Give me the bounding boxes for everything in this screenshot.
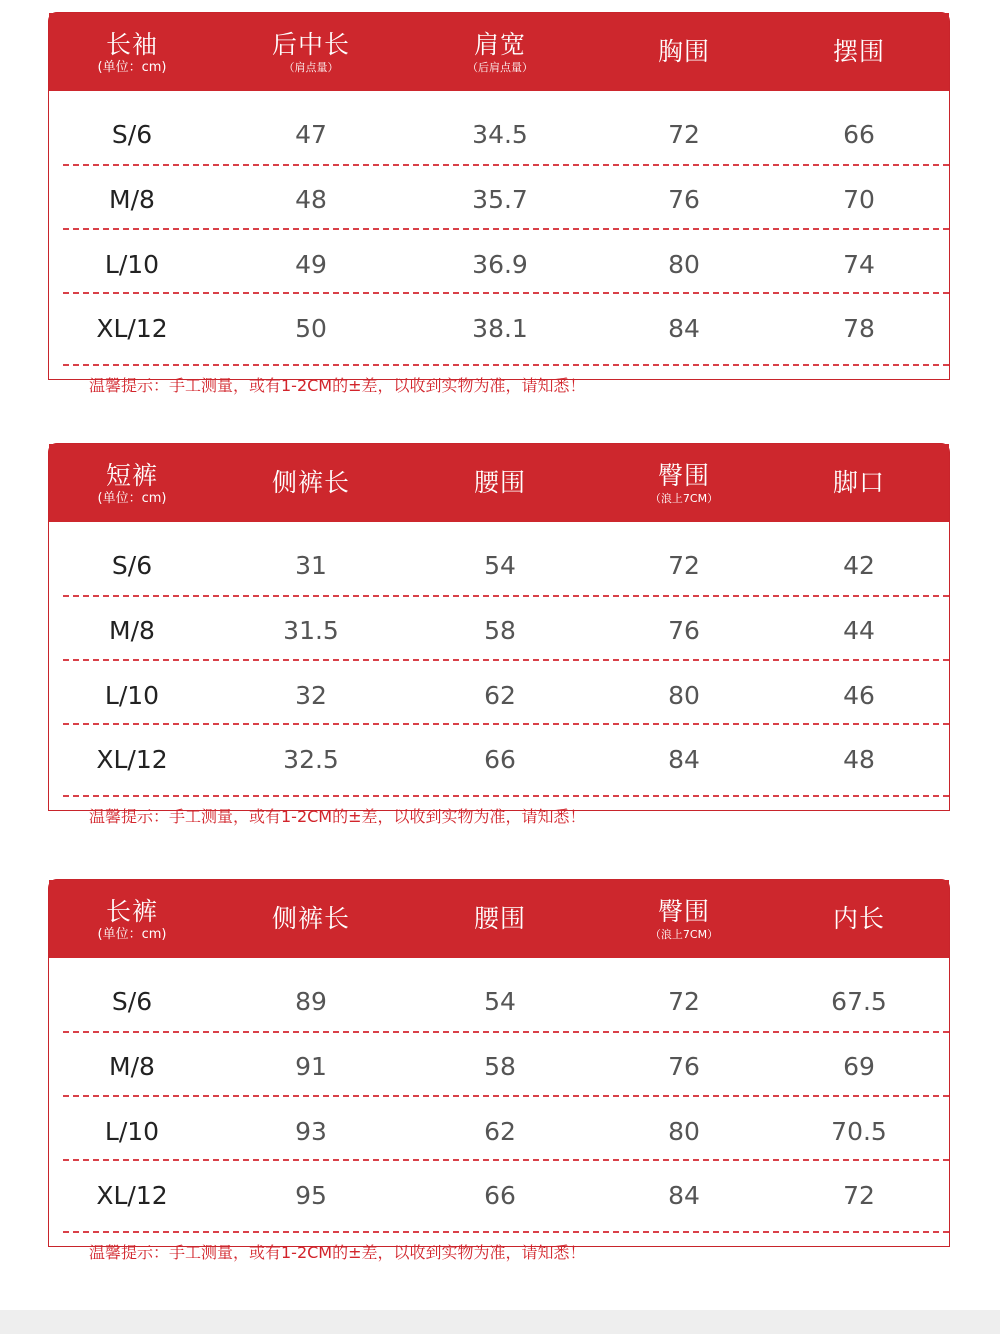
value-cell: 48 xyxy=(843,745,875,774)
header-cell xyxy=(467,13,533,91)
value-cell: 62 xyxy=(484,1117,516,1146)
table-header xyxy=(49,444,949,522)
row-divider xyxy=(63,364,949,366)
table-row xyxy=(49,1035,949,1099)
value-cell: 34.5 xyxy=(472,120,528,149)
value-cell: 66 xyxy=(484,1181,516,1210)
table-row xyxy=(49,534,949,598)
value-cell: 46 xyxy=(843,681,875,710)
value-cell: 72 xyxy=(668,120,700,149)
value-cell: 31 xyxy=(295,551,327,580)
header-cell xyxy=(272,444,350,522)
header-cell xyxy=(833,880,885,958)
table-row xyxy=(49,1164,949,1228)
value-cell: 84 xyxy=(668,314,700,343)
value-cell: 49 xyxy=(295,250,327,279)
header-sublabel: (单位：cm) xyxy=(97,926,167,942)
measurement-note: 温馨提示：手工测量，或有1-2CM的±差，以收到实物为准，请知悉！ xyxy=(89,376,586,395)
value-cell: 66 xyxy=(843,120,875,149)
header-cell xyxy=(833,444,885,522)
header-cell xyxy=(272,13,350,91)
size-cell: S/6 xyxy=(111,551,153,580)
value-cell: 48 xyxy=(295,185,327,214)
table-row xyxy=(49,103,949,167)
size-cell: L/10 xyxy=(104,681,160,710)
row-divider xyxy=(63,1095,949,1097)
row-divider xyxy=(63,164,949,166)
header-cell xyxy=(650,444,718,522)
header-label: 侧裤长 xyxy=(271,468,351,497)
value-cell: 70.5 xyxy=(831,1117,887,1146)
measurement-note: 温馨提示：手工测量，或有1-2CM的±差，以收到实物为准，请知悉！ xyxy=(89,1243,586,1262)
value-cell: 89 xyxy=(295,987,327,1016)
row-divider xyxy=(63,723,949,725)
value-cell: 80 xyxy=(668,681,700,710)
value-cell: 95 xyxy=(295,1181,327,1210)
value-cell: 76 xyxy=(668,616,700,645)
value-cell: 54 xyxy=(484,987,516,1016)
size-cell: XL/12 xyxy=(96,745,168,774)
size-cell: S/6 xyxy=(111,120,153,149)
header-label: 侧裤长 xyxy=(271,904,351,933)
row-divider xyxy=(63,228,949,230)
table-row xyxy=(49,728,949,792)
value-cell: 74 xyxy=(843,250,875,279)
size-cell: XL/12 xyxy=(96,1181,168,1210)
value-cell: 91 xyxy=(295,1052,327,1081)
value-cell: 32.5 xyxy=(283,745,339,774)
value-cell: 78 xyxy=(843,314,875,343)
shorts-table xyxy=(48,443,950,826)
value-cell: 93 xyxy=(295,1117,327,1146)
row-divider xyxy=(63,1031,949,1033)
value-cell: 80 xyxy=(668,1117,700,1146)
size-cell: XL/12 xyxy=(96,314,168,343)
table-row xyxy=(49,664,949,728)
header-label: 内长 xyxy=(832,904,886,933)
long-pants-table xyxy=(48,879,950,1262)
table-row xyxy=(49,1100,949,1164)
table-row xyxy=(49,599,949,663)
size-cell: M/8 xyxy=(109,616,155,645)
header-label: 腰围 xyxy=(473,468,527,497)
size-cell: M/8 xyxy=(109,185,155,214)
table-row xyxy=(49,970,949,1034)
header-sublabel: (单位：cm) xyxy=(97,490,167,506)
table-header xyxy=(49,13,949,91)
header-label: 摆围 xyxy=(832,37,886,66)
table-row xyxy=(49,168,949,232)
header-sublabel: (单位：cm) xyxy=(97,59,167,75)
value-cell: 66 xyxy=(484,745,516,774)
value-cell: 31.5 xyxy=(283,616,339,645)
header-label: 胸围 xyxy=(657,37,711,66)
table-row xyxy=(49,297,949,361)
row-divider xyxy=(63,292,949,294)
value-cell: 42 xyxy=(843,551,875,580)
header-label: 后中长 xyxy=(271,29,351,59)
value-cell: 62 xyxy=(484,681,516,710)
value-cell: 84 xyxy=(668,1181,700,1210)
value-cell: 80 xyxy=(668,250,700,279)
header-sublabel: （浪上7CM） xyxy=(649,491,719,505)
header-cell xyxy=(833,13,885,91)
header-cell xyxy=(474,444,526,522)
measurement-note: 温馨提示：手工测量，或有1-2CM的±差，以收到实物为准，请知悉！ xyxy=(89,807,586,826)
value-cell: 69 xyxy=(843,1052,875,1081)
value-cell: 84 xyxy=(668,745,700,774)
footer-bar xyxy=(0,1310,1000,1334)
long-sleeve-table xyxy=(48,12,950,395)
header-sublabel: （后肩点量） xyxy=(467,60,533,74)
header-cell xyxy=(98,880,167,958)
row-divider xyxy=(63,659,949,661)
table-header xyxy=(49,880,949,958)
size-cell: S/6 xyxy=(111,987,153,1016)
value-cell: 70 xyxy=(843,185,875,214)
row-divider xyxy=(63,1231,949,1233)
row-divider xyxy=(63,795,949,797)
header-cell xyxy=(474,880,526,958)
header-label: 肩宽 xyxy=(473,29,526,59)
row-divider xyxy=(63,595,949,597)
value-cell: 47 xyxy=(295,120,327,149)
value-cell: 32 xyxy=(295,681,327,710)
value-cell: 50 xyxy=(295,314,327,343)
header-label: 臀围 xyxy=(657,460,711,490)
value-cell: 36.9 xyxy=(472,250,528,279)
value-cell: 44 xyxy=(843,616,875,645)
table-row xyxy=(49,233,949,297)
size-cell: L/10 xyxy=(104,250,160,279)
header-sublabel: （肩点量） xyxy=(283,60,339,74)
header-label: 脚口 xyxy=(832,468,886,497)
value-cell: 58 xyxy=(484,1052,516,1081)
header-cell xyxy=(98,13,167,91)
value-cell: 72 xyxy=(668,987,700,1016)
value-cell: 76 xyxy=(668,1052,700,1081)
size-cell: L/10 xyxy=(104,1117,160,1146)
value-cell: 72 xyxy=(668,551,700,580)
value-cell: 67.5 xyxy=(831,987,887,1016)
header-label: 短裤 xyxy=(105,460,158,490)
header-label: 臀围 xyxy=(657,896,711,926)
header-label: 腰围 xyxy=(473,904,527,933)
value-cell: 76 xyxy=(668,185,700,214)
value-cell: 58 xyxy=(484,616,516,645)
header-label: 长裤 xyxy=(105,896,158,926)
header-cell xyxy=(272,880,350,958)
value-cell: 35.7 xyxy=(472,185,528,214)
value-cell: 38.1 xyxy=(472,314,528,343)
row-divider xyxy=(63,1159,949,1161)
header-cell xyxy=(98,444,167,522)
value-cell: 72 xyxy=(843,1181,875,1210)
header-cell xyxy=(650,880,718,958)
header-cell xyxy=(658,13,710,91)
size-cell: M/8 xyxy=(109,1052,155,1081)
header-sublabel: （浪上7CM） xyxy=(649,927,719,941)
header-label: 长袖 xyxy=(105,29,158,59)
value-cell: 54 xyxy=(484,551,516,580)
